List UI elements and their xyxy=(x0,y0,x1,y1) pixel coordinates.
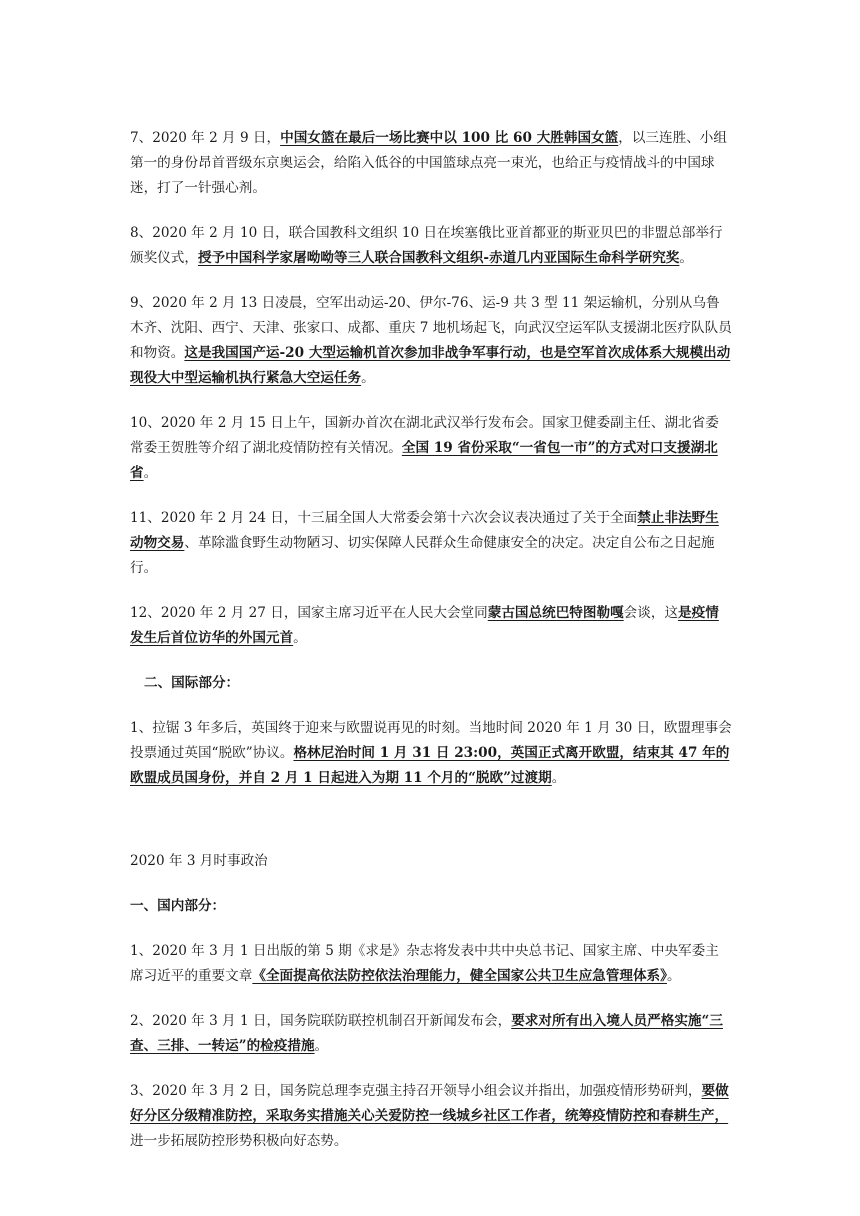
item-highlight: 全国 19 省份采取“一省包一市”的方式对口支援湖北省 xyxy=(130,440,718,481)
item-text: 9、2020 年 2 月 13 日凌晨，空军出动运-20、伊尔-76、运-9 共 3 型 11 架运输机，分别从乌鲁木齐、沈阳、西宁、天津、张家口、成都、重庆 7 地机场起飞，向武汉空运军队支援湖北医疗队队员和物资。 xyxy=(130,295,732,361)
item-text: 10、2020 年 2 月 15 日上午，国新办首次在湖北武汉举行发布会。国家卫健委副主任、湖北省委常委王贺胜等介绍了湖北疫情防控有关情况。 xyxy=(130,415,719,456)
item-text: 3、2020 年 3 月 2 日，国务院总理李克强主持召开领导小组会议并指出，加强疫情形势研判， xyxy=(130,1083,702,1099)
news-item-7 xyxy=(130,126,732,201)
news-item-9 xyxy=(130,291,732,391)
item-text: 。 xyxy=(143,465,158,481)
item-text: 。 xyxy=(293,630,307,646)
item-highlight: 蒙古国总统巴特图勒嘎 xyxy=(487,605,624,621)
item-text: 进一步拓展防控形势积极向好态势。 xyxy=(130,1133,348,1149)
item-text: 8、2020 年 2 月 10 日，联合国教科文组织 10 日在埃塞俄比亚首都亚的斯亚贝巴的非盟总部举行颁奖仪式， xyxy=(130,225,723,266)
month-title: 2020 年 3 月时事政治 xyxy=(130,853,268,869)
item-highlight: 格林尼治时间 1 月 31 日 23:00，英国正式离开欧盟，结束其 47 年的欧盟成员国身份，并自 2 月 1 日起进入为期 11 个月的“脱欧”过渡期 xyxy=(130,745,730,786)
item-text: 7、2020 年 2 月 9 日， xyxy=(130,130,281,146)
item-text: 、革除滥食野生动物陋习、切实保障人民群众生命健康安全的决定。决定自公布之日起施行。 xyxy=(130,535,715,576)
item-text: 12、2020 年 2 月 27 日，国家主席习近平在人民大会堂同 xyxy=(130,605,488,621)
item-text: 2、2020 年 3 月 1 日，国务院联防联控机制召开新闻发布会， xyxy=(130,1013,512,1029)
item-text: 。 xyxy=(314,1038,329,1054)
international-section-heading: 二、国际部分： xyxy=(144,675,240,691)
item-text: 1、2020 年 3 月 1 日出版的第 5 期《求是》杂志将发表中共中央总书记、国家主席、中央军委主席习近平的重要文章 xyxy=(130,943,719,984)
item-highlight: 禁止非法野生动物交易 xyxy=(130,510,719,551)
item-highlight: 是疫情发生后首位访华的外国元首 xyxy=(130,605,719,646)
item-text: 。 xyxy=(666,968,681,984)
news-item-12 xyxy=(130,601,732,651)
item-highlight: 要求对所有出入境人员严格实施“三查、三排、一转运”的检疫措施 xyxy=(130,1013,723,1054)
item-highlight: 中国女篮在最后一场比赛中以 100 比 60 大胜韩国女篮 xyxy=(280,130,619,146)
item-text: 。 xyxy=(551,770,566,786)
march-item-3 xyxy=(130,1079,732,1154)
item-text: 1、拉锯 3 年多后，英国终于迎来与欧盟说再见的时刻。当地时间 2020 年 1 月 30 日，欧盟理事会投票通过英国“脱欧”协议。 xyxy=(130,720,732,761)
item-highlight: 《全面提高依法防控依法治理能力，健全国家公共卫生应急管理体系》 xyxy=(252,968,667,984)
march-item-1 xyxy=(130,939,732,989)
domestic-section-heading: 一、国内部分： xyxy=(130,898,226,914)
item-highlight: 授予中国科学家屠呦呦等三人联合国教科文组织-赤道几内亚国际生命科学研究奖 xyxy=(197,250,680,266)
item-text: 。 xyxy=(361,370,375,386)
international-item-1 xyxy=(130,716,732,791)
news-item-11 xyxy=(130,506,732,581)
item-highlight: 要做好分区分级精准防控，采取务实措施关心关爱防控一线城乡社区工作者，统筹疫情防控和春耕生产， xyxy=(130,1083,729,1124)
news-item-10 xyxy=(130,411,732,486)
item-highlight: 这是我国国产运-20 大型运输机首次参加非战争军事行动，也是空军首次成体系大规模出动现役大中型运输机执行紧急大空运任务 xyxy=(130,345,731,386)
news-item-8 xyxy=(130,221,732,271)
item-text: 会谈，这 xyxy=(623,605,679,621)
item-text: ，以三连胜、小组第一的身份昂首晋级东京奥运会，给陷入低谷的中国篮球点亮一束光，也给正与疫情战斗的中国球迷，打了一针强心剂。 xyxy=(130,130,727,196)
march-item-2 xyxy=(130,1009,732,1059)
item-text: 。 xyxy=(679,250,693,266)
item-text: 11、2020 年 2 月 24 日，十三届全国人大常委会第十六次会议表决通过了关于全面 xyxy=(130,510,638,526)
